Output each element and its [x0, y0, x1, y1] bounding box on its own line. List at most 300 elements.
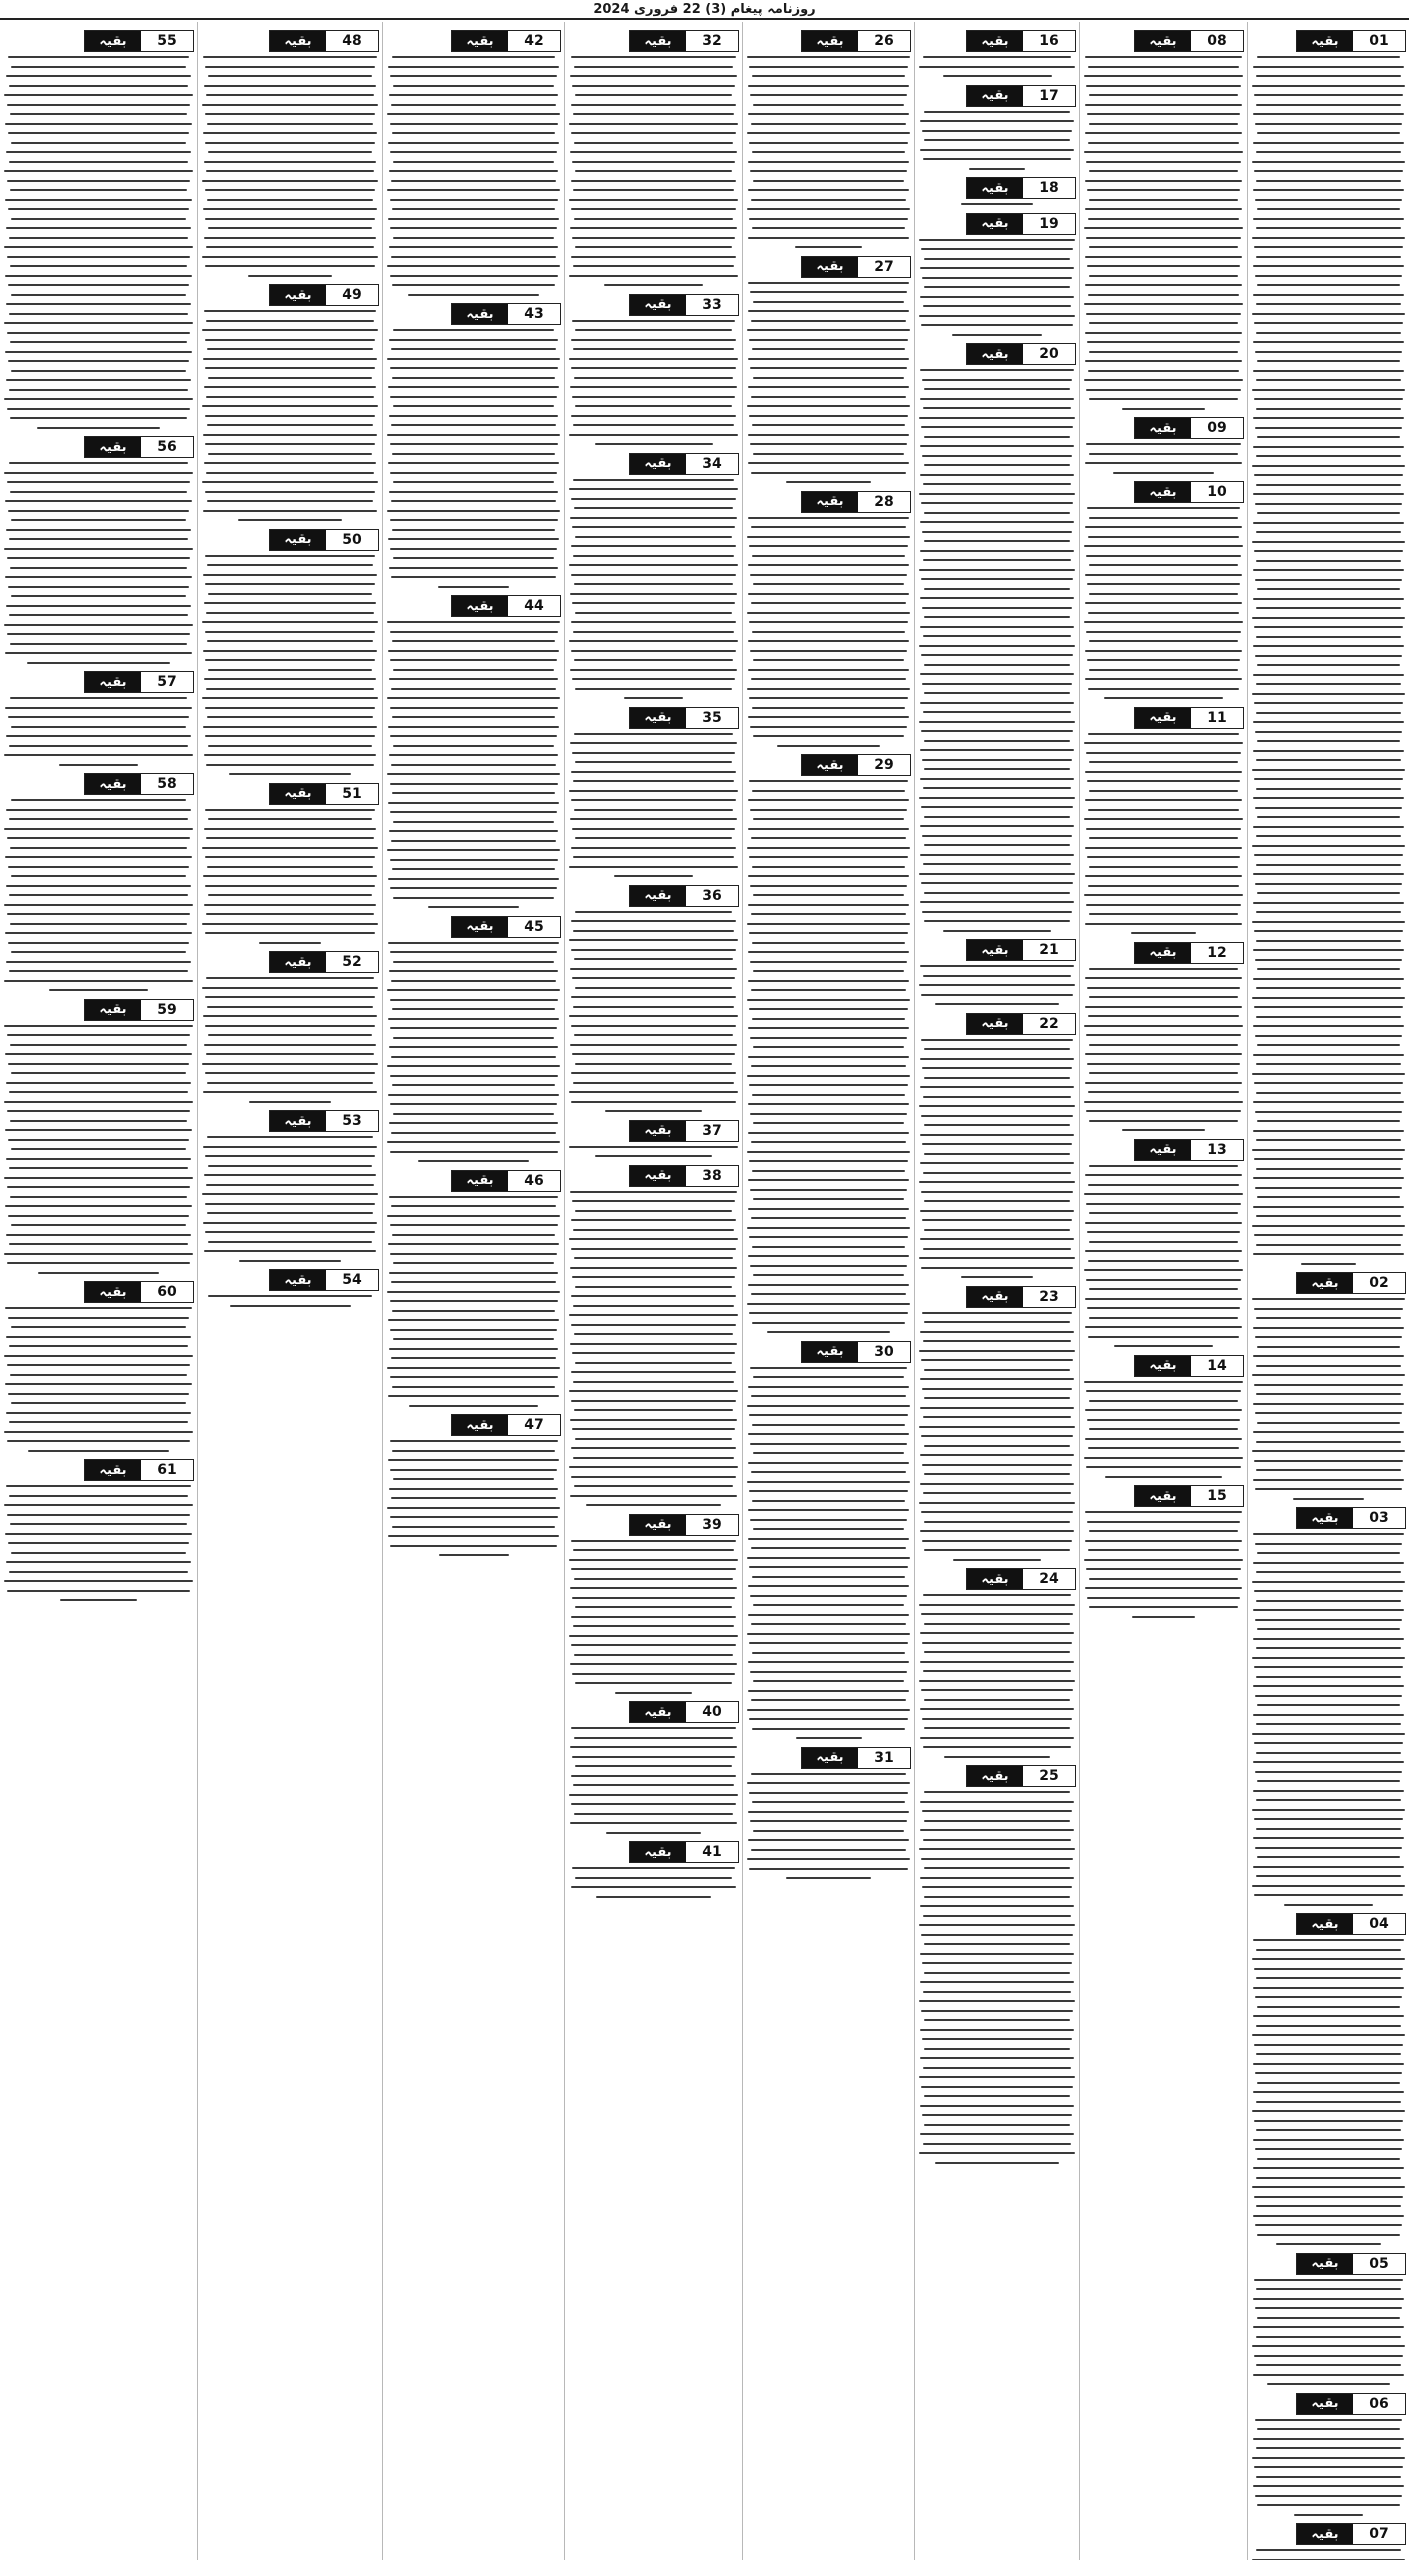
- text-line: [573, 1784, 734, 1786]
- text-line: [1087, 507, 1240, 509]
- text-line: [920, 1238, 1073, 1240]
- text-line: [749, 1718, 907, 1720]
- text-line: [1257, 2317, 1400, 2319]
- text-line: [575, 170, 732, 172]
- text-line: [921, 248, 1073, 250]
- text-line: [1253, 2298, 1405, 2300]
- text-line: [207, 640, 373, 642]
- text-line: [204, 1174, 377, 1176]
- text-body: [918, 1791, 1076, 2164]
- text-line: [752, 866, 905, 868]
- text-line: [921, 1359, 1073, 1361]
- text-line: [919, 2076, 1075, 2078]
- column-1: [1247, 22, 1409, 2560]
- text-line: [6, 1561, 191, 1563]
- text-line: [923, 1340, 1072, 1342]
- text-line: [922, 1067, 1072, 1069]
- text-line: [748, 1179, 910, 1181]
- text-line: [923, 1492, 1072, 1494]
- text-line: [569, 1559, 738, 1561]
- text-line: [753, 1122, 905, 1124]
- text-line: [747, 405, 910, 407]
- text-line: [961, 203, 1034, 205]
- text-line: [205, 443, 374, 445]
- badge-number: 25: [1023, 1766, 1075, 1786]
- text-line: [1252, 921, 1405, 923]
- continuation-badge: [1134, 1485, 1244, 1507]
- text-line: [1253, 2091, 1403, 2093]
- continuation-block: [201, 284, 379, 521]
- continuation-badge: [451, 303, 561, 325]
- text-line: [573, 1549, 734, 1551]
- text-line: [751, 1623, 906, 1625]
- text-line: [392, 56, 555, 58]
- text-line: [920, 1801, 1075, 1803]
- text-line: [752, 227, 905, 229]
- text-line: [919, 417, 1075, 419]
- text-line: [1085, 574, 1243, 576]
- text-line: [751, 1141, 906, 1143]
- text-line: [202, 405, 378, 407]
- text-line: [1253, 1866, 1403, 1868]
- text-line: [9, 1243, 189, 1245]
- text-line: [1256, 560, 1400, 562]
- text-line: [1256, 1977, 1400, 1979]
- text-line: [7, 1186, 190, 1188]
- text-line: [392, 208, 555, 210]
- text-line: [204, 85, 377, 87]
- text-line: [1257, 2428, 1400, 2430]
- text-line: [753, 1198, 905, 1200]
- text-body: [1251, 1939, 1406, 2245]
- text-line: [1256, 636, 1400, 638]
- text-line: [750, 1265, 907, 1267]
- text-line: [922, 1810, 1072, 1812]
- text-line: [749, 1642, 907, 1644]
- text-line: [923, 1248, 1072, 1250]
- text-line: [969, 168, 1024, 170]
- text-line: [935, 1003, 1060, 1005]
- text-line: [571, 920, 737, 922]
- text-line: [1254, 2044, 1403, 2046]
- text-line: [923, 787, 1072, 789]
- text-line: [390, 1075, 558, 1077]
- text-line: [203, 132, 377, 134]
- text-line: [387, 1215, 560, 1217]
- text-line: [569, 939, 738, 941]
- text-line: [920, 1483, 1073, 1485]
- text-line: [572, 1597, 734, 1599]
- text-line: [751, 1699, 906, 1701]
- text-line: [1255, 1412, 1402, 1414]
- text-line: [1088, 1447, 1239, 1449]
- text-line: [570, 742, 738, 744]
- text-line: [1089, 669, 1237, 671]
- text-line: [921, 882, 1073, 884]
- continuation-badge: [966, 85, 1076, 107]
- badge-label: بقیہ: [967, 86, 1023, 106]
- continuation-badge: [1134, 30, 1244, 52]
- text-line: [1252, 2457, 1405, 2459]
- continuation-block: [386, 1170, 561, 1407]
- text-line: [208, 818, 372, 820]
- text-line: [923, 1416, 1072, 1418]
- text-line: [919, 1924, 1075, 1926]
- text-line: [1253, 1837, 1405, 1839]
- badge-number: 59: [141, 1000, 193, 1020]
- text-line: [206, 472, 373, 474]
- badge-number: 14: [1191, 1356, 1243, 1376]
- continuation-block: [1251, 1913, 1406, 2245]
- text-line: [5, 275, 192, 277]
- text-line: [1088, 294, 1239, 296]
- continuation-badge: [801, 491, 911, 513]
- text-line: [389, 830, 559, 832]
- text-line: [748, 1103, 910, 1105]
- text-line: [1252, 1149, 1405, 1151]
- text-line: [11, 294, 187, 296]
- continuation-badge: [801, 256, 911, 278]
- text-body: [746, 282, 911, 484]
- text-line: [1088, 142, 1239, 144]
- text-line: [1255, 731, 1402, 733]
- text-line: [390, 707, 558, 709]
- text-line: [6, 885, 191, 887]
- text-line: [574, 142, 733, 144]
- text-line: [573, 1381, 734, 1383]
- text-line: [748, 640, 910, 642]
- text-line: [1254, 550, 1403, 552]
- text-line: [569, 640, 738, 642]
- text-line: [391, 840, 556, 842]
- text-line: [751, 1849, 906, 1851]
- text-line: [1089, 351, 1237, 353]
- text-line: [1253, 750, 1403, 752]
- text-line: [1084, 379, 1243, 381]
- text-line: [572, 828, 734, 830]
- text-line: [1089, 761, 1239, 763]
- text-line: [439, 1554, 509, 1556]
- text-line: [205, 856, 376, 858]
- text-line: [202, 987, 378, 989]
- text-line: [1255, 2495, 1402, 2497]
- text-line: [1255, 199, 1402, 201]
- badge-number: 48: [326, 31, 378, 51]
- text-line: [751, 913, 906, 915]
- text-line: [919, 2000, 1075, 2002]
- continuation-badge: [1296, 1913, 1406, 1935]
- text-line: [1294, 2514, 1364, 2516]
- continuation-block: [746, 1341, 911, 1740]
- text-line: [392, 453, 555, 455]
- text-line: [11, 1552, 187, 1554]
- text-line: [753, 970, 905, 972]
- text-line: [1252, 769, 1405, 771]
- text-line: [570, 1587, 738, 1589]
- text-line: [1084, 1381, 1243, 1383]
- badge-number: 40: [686, 1702, 738, 1722]
- text-line: [1252, 1298, 1405, 1300]
- text-line: [4, 980, 193, 982]
- text-line: [1253, 341, 1405, 343]
- column-3: [914, 22, 1079, 2560]
- text-body: [746, 56, 911, 248]
- text-line: [1255, 427, 1402, 429]
- text-line: [572, 678, 734, 680]
- text-line: [614, 875, 693, 877]
- text-line: [11, 1224, 187, 1226]
- badge-label: بقیہ: [967, 214, 1023, 234]
- text-line: [924, 616, 1069, 618]
- text-line: [1085, 1511, 1243, 1513]
- text-line: [751, 1217, 906, 1219]
- text-line: [4, 94, 193, 96]
- text-line: [389, 491, 559, 493]
- badge-label: بقیہ: [630, 708, 686, 728]
- text-line: [753, 1046, 905, 1048]
- text-line: [796, 1737, 862, 1739]
- text-line: [1088, 1336, 1239, 1338]
- text-line: [387, 1291, 560, 1293]
- text-line: [919, 1350, 1075, 1352]
- text-line: [922, 1540, 1072, 1542]
- text-line: [920, 445, 1075, 447]
- text-line: [747, 1405, 910, 1407]
- text-line: [1253, 949, 1405, 951]
- text-line: [1086, 85, 1241, 87]
- text-line: [920, 1454, 1075, 1456]
- text-line: [10, 643, 188, 645]
- text-line: [922, 2038, 1072, 2040]
- text-line: [393, 1262, 554, 1264]
- text-line: [1284, 1904, 1372, 1906]
- text-line: [922, 1464, 1072, 1466]
- text-line: [204, 904, 377, 906]
- text-line: [1252, 465, 1405, 467]
- text-line: [1085, 462, 1243, 464]
- continuation-badge: [629, 1701, 739, 1723]
- text-line: [575, 612, 732, 614]
- text-line: [574, 809, 733, 811]
- text-line: [573, 479, 734, 481]
- text-line: [1256, 1016, 1400, 1018]
- text-line: [1085, 1409, 1243, 1411]
- text-line: [1086, 443, 1241, 445]
- text-line: [230, 1305, 351, 1307]
- text-line: [4, 1580, 193, 1582]
- text-line: [208, 227, 372, 229]
- text-line: [9, 970, 189, 972]
- text-line: [752, 631, 905, 633]
- text-line: [11, 66, 187, 68]
- text-body: [568, 1146, 739, 1158]
- text-line: [924, 1048, 1071, 1050]
- text-line: [922, 683, 1072, 685]
- text-line: [573, 856, 734, 858]
- text-line: [750, 1367, 907, 1369]
- text-line: [4, 1101, 193, 1103]
- text-line: [390, 1224, 558, 1226]
- text-line: [1088, 1549, 1239, 1551]
- badge-label: بقیہ: [802, 755, 858, 775]
- text-line: [1089, 275, 1237, 277]
- text-body: [3, 799, 194, 991]
- text-line: [921, 2086, 1073, 2088]
- text-line: [1085, 1250, 1241, 1252]
- text-line: [920, 1877, 1075, 1879]
- text-line: [1256, 2549, 1402, 2551]
- badge-number: 02: [1353, 1273, 1405, 1293]
- text-body: [3, 1307, 194, 1452]
- text-body: [1083, 968, 1244, 1132]
- text-line: [1122, 1129, 1204, 1131]
- text-line: [1257, 360, 1400, 362]
- text-line: [1254, 854, 1403, 856]
- continuation-badge: [966, 1286, 1076, 1308]
- text-line: [248, 275, 332, 277]
- badge-label: بقیہ: [270, 530, 326, 550]
- continuation-badge: [1134, 942, 1244, 964]
- text-line: [1089, 322, 1239, 324]
- text-line: [573, 1229, 734, 1231]
- text-body: [1251, 2279, 1406, 2386]
- text-line: [1084, 75, 1243, 77]
- text-line: [749, 339, 907, 341]
- badge-number: 04: [1353, 1914, 1405, 1934]
- text-line: [921, 2010, 1073, 2012]
- text-line: [920, 1981, 1073, 1983]
- badge-label: بقیہ: [85, 1000, 141, 1020]
- text-line: [390, 548, 556, 550]
- text-line: [205, 367, 374, 369]
- badge-label: بقیہ: [1297, 2254, 1353, 2274]
- text-line: [1256, 2288, 1400, 2290]
- text-line: [1086, 237, 1241, 239]
- text-line: [1256, 1317, 1400, 1319]
- text-line: [935, 2162, 1058, 2164]
- badge-number: 12: [1191, 943, 1243, 963]
- badge-number: 24: [1023, 1569, 1075, 1589]
- text-line: [6, 809, 191, 811]
- continuation-block: [3, 999, 194, 1274]
- text-line: [390, 999, 558, 1001]
- text-line: [569, 1146, 738, 1148]
- continuation-block: [746, 256, 911, 484]
- text-line: [753, 1604, 905, 1606]
- text-line: [924, 1369, 1071, 1371]
- text-line: [748, 282, 910, 284]
- text-line: [1256, 2336, 1402, 2338]
- text-line: [391, 764, 556, 766]
- badge-label: بقیہ: [967, 344, 1023, 364]
- badge-number: 19: [1023, 214, 1075, 234]
- text-line: [1084, 303, 1243, 305]
- text-line: [1084, 894, 1243, 896]
- text-line: [748, 951, 910, 953]
- text-line: [203, 1146, 377, 1148]
- text-line: [205, 415, 376, 417]
- badge-number: 16: [1023, 31, 1075, 51]
- text-line: [573, 1457, 734, 1459]
- text-line: [1257, 1120, 1400, 1122]
- text-line: [1255, 1695, 1402, 1697]
- text-line: [393, 481, 554, 483]
- continuation-block: [918, 1765, 1076, 2164]
- text-line: [390, 1469, 556, 1471]
- badge-label: بقیہ: [1297, 1508, 1353, 1528]
- text-line: [572, 396, 734, 398]
- badge-label: بقیہ: [802, 1342, 858, 1362]
- text-line: [1084, 545, 1243, 547]
- text-line: [206, 320, 373, 322]
- text-line: [1253, 645, 1405, 647]
- text-line: [390, 1545, 556, 1547]
- text-line: [1089, 593, 1237, 595]
- text-line: [924, 1867, 1071, 1869]
- text-line: [570, 1044, 738, 1046]
- continuation-badge: [84, 999, 194, 1021]
- text-line: [9, 389, 189, 391]
- text-line: [202, 481, 378, 483]
- text-line: [924, 540, 1069, 542]
- text-line: [206, 396, 373, 398]
- text-line: [920, 1086, 1073, 1088]
- text-line: [748, 113, 908, 115]
- badge-label: بقیہ: [1297, 1914, 1353, 1934]
- text-line: [389, 1122, 559, 1124]
- text-line: [1254, 1590, 1403, 1592]
- text-line: [749, 1160, 907, 1162]
- text-line: [1255, 579, 1402, 581]
- text-line: [207, 1006, 373, 1008]
- text-body: [568, 733, 739, 878]
- text-line: [1252, 1809, 1405, 1811]
- continuation-badge: [1296, 2523, 1406, 2545]
- badge-label: بقیہ: [1297, 2524, 1353, 2544]
- text-line: [438, 586, 510, 588]
- text-line: [923, 305, 1072, 307]
- text-line: [571, 180, 737, 182]
- text-line: [393, 1338, 554, 1340]
- text-line: [1256, 1215, 1402, 1217]
- text-line: [1256, 835, 1402, 837]
- text-line: [1253, 1638, 1403, 1640]
- text-line: [1089, 246, 1239, 248]
- text-line: [1254, 1894, 1403, 1896]
- text-line: [1086, 828, 1241, 830]
- text-line: [5, 123, 192, 125]
- text-line: [1253, 2015, 1403, 2017]
- text-line: [4, 1355, 193, 1357]
- continuation-block: [201, 1269, 379, 1307]
- text-line: [6, 1412, 191, 1414]
- text-line: [919, 1426, 1075, 1428]
- text-line: [921, 1858, 1073, 1860]
- continuation-block: [201, 1110, 379, 1262]
- text-line: [205, 66, 374, 68]
- text-line: [208, 894, 372, 896]
- text-line: [1257, 1628, 1400, 1630]
- text-line: [239, 1260, 340, 1262]
- text-line: [575, 761, 732, 763]
- text-line: [388, 218, 560, 220]
- badge-number: 28: [858, 492, 910, 512]
- text-line: [1256, 987, 1402, 989]
- continuation-badge: [966, 1013, 1076, 1035]
- text-line: [749, 780, 907, 782]
- text-line: [1257, 1856, 1400, 1858]
- text-line: [921, 1613, 1073, 1615]
